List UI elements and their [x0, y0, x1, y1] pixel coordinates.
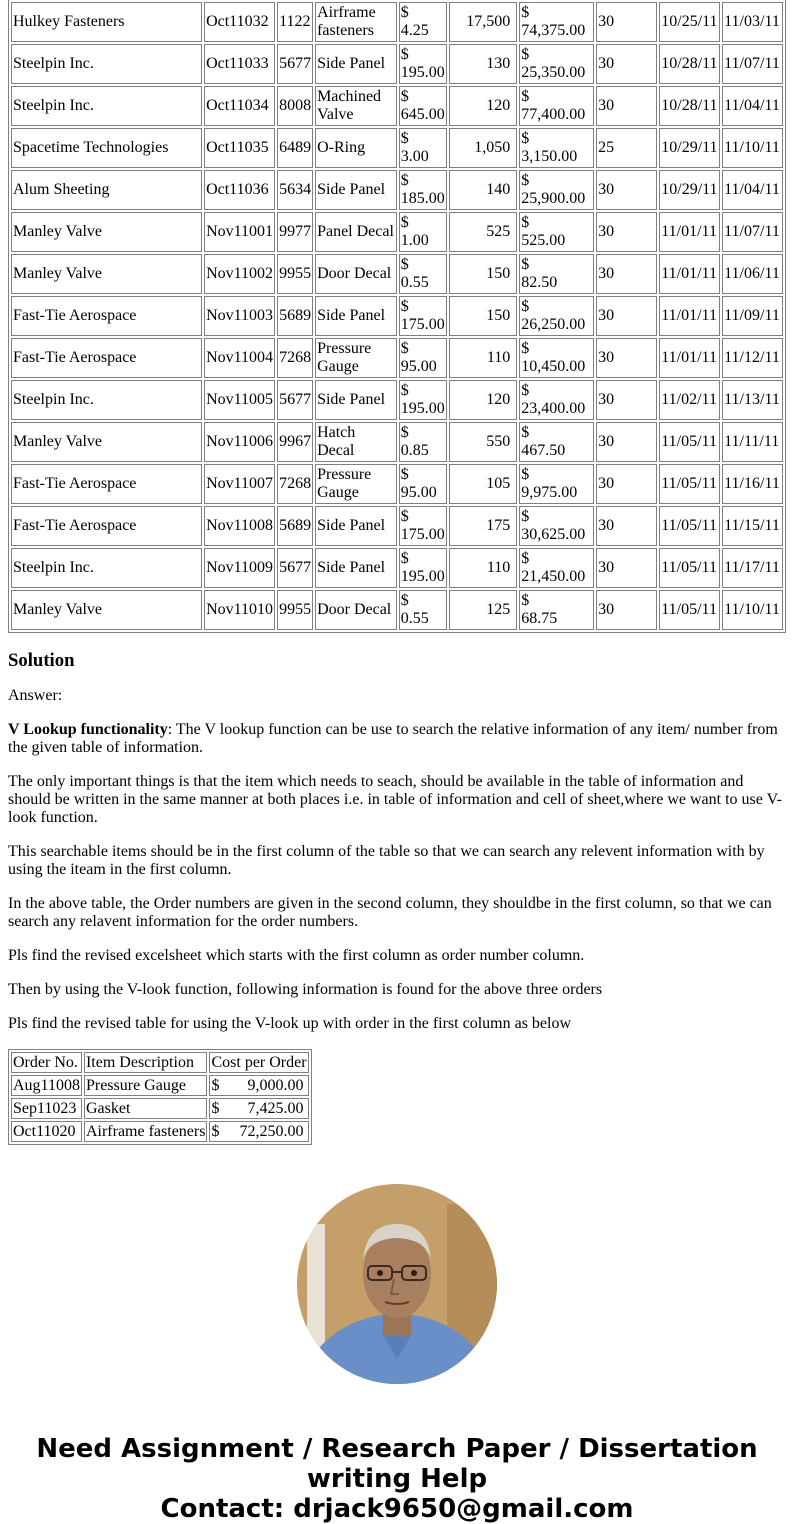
- order-date-cell: 11/05/11: [659, 548, 720, 588]
- order-date-cell: 11/02/11: [659, 380, 720, 420]
- lookup-currency: $: [211, 1123, 220, 1140]
- order-total-cell: [519, 128, 594, 168]
- part-number-cell: 5677: [277, 548, 313, 588]
- terms-cell: 30: [596, 506, 657, 546]
- answer-label: Answer:: [8, 687, 63, 704]
- lookup-item: Gasket: [84, 1098, 208, 1119]
- currency-symbol: $: [521, 466, 530, 483]
- amount-value: 26,250.00: [521, 316, 586, 333]
- part-number-cell: 8008: [277, 86, 313, 126]
- unit-price-cell: [399, 338, 447, 378]
- item-description-cell: Airframe fasteners: [315, 2, 397, 42]
- item-description-cell: Side Panel: [315, 296, 397, 336]
- currency-symbol: $: [521, 382, 530, 399]
- customer-cell: Steelpin Inc.: [11, 44, 202, 84]
- terms-cell: 30: [596, 380, 657, 420]
- part-number-cell: 1122: [277, 2, 313, 42]
- currency-symbol: $: [400, 592, 409, 609]
- explanation-paragraph: Then by using the V-look function, following information is found for the above three orders: [8, 981, 603, 998]
- order-row: [11, 212, 783, 252]
- customer-cell: Manley Valve: [11, 590, 202, 630]
- unit-price-cell: [399, 506, 447, 546]
- unit-price-cell: [399, 254, 447, 294]
- order-date-cell: 11/05/11: [659, 590, 720, 630]
- order-total-cell: [519, 548, 594, 588]
- amount-value: 77,400.00: [521, 106, 586, 123]
- part-number-cell: 7268: [277, 338, 313, 378]
- explanation-paragraph: Pls find the revised table for using the V-look up with order in the first column as below: [8, 1015, 572, 1032]
- ship-date-cell: 11/11/11: [722, 422, 783, 462]
- currency-symbol: $: [400, 340, 409, 357]
- customer-cell: Fast-Tie Aerospace: [11, 296, 202, 336]
- contact-email-text: Contact: drjack9650@gmail.com: [160, 1494, 634, 1524]
- order-total-cell: [519, 380, 594, 420]
- order-total-cell: [519, 44, 594, 84]
- part-number-cell: 9977: [277, 212, 313, 252]
- amount-value: 0.55: [400, 274, 429, 291]
- order-date-cell: 10/28/11: [659, 44, 720, 84]
- amount-value: 82.50: [521, 274, 558, 291]
- lookup-row: [11, 1075, 309, 1096]
- customer-cell: Manley Valve: [11, 422, 202, 462]
- part-number-cell: 9955: [277, 254, 313, 294]
- terms-cell: 30: [596, 548, 657, 588]
- ship-date-cell: 11/04/11: [722, 86, 783, 126]
- order-total-cell: [519, 212, 594, 252]
- order-row: [11, 506, 783, 546]
- vlookup-description: : The V lookup function can be use to search the relative information of any item/ number from the given table of information.: [8, 721, 778, 756]
- item-description-cell: Panel Decal: [315, 212, 397, 252]
- quantity-cell: 17,500: [449, 2, 517, 42]
- customer-cell: Fast-Tie Aerospace: [11, 464, 202, 504]
- order-date-cell: 11/05/11: [659, 422, 720, 462]
- amount-value: 175.00: [400, 316, 445, 333]
- quantity-cell: 140: [449, 170, 517, 210]
- order-date-cell: 10/28/11: [659, 86, 720, 126]
- terms-cell: 30: [596, 2, 657, 42]
- order-row: [11, 254, 783, 294]
- quantity-cell: 120: [449, 86, 517, 126]
- order-date-cell: 11/01/11: [659, 338, 720, 378]
- item-description-cell: Door Decal: [315, 254, 397, 294]
- customer-cell: Spacetime Technologies: [11, 128, 202, 168]
- currency-symbol: $: [400, 172, 409, 189]
- customer-cell: Steelpin Inc.: [11, 380, 202, 420]
- unit-price-cell: [399, 170, 447, 210]
- explanation-paragraph: Pls find the revised excelsheet which starts with the first column as order number column.: [8, 947, 585, 964]
- order-number-cell: Oct11034: [204, 86, 275, 126]
- part-number-cell: 5689: [277, 296, 313, 336]
- quantity-cell: 525: [449, 212, 517, 252]
- order-date-cell: 10/25/11: [659, 2, 720, 42]
- order-total-cell: [519, 464, 594, 504]
- amount-value: 3,150.00: [521, 148, 578, 165]
- ship-date-cell: 11/07/11: [722, 212, 783, 252]
- header-order-no: Order No.: [11, 1052, 82, 1073]
- header-item-description: Item Description: [84, 1052, 208, 1073]
- currency-symbol: $: [400, 424, 409, 441]
- quantity-cell: 130: [449, 44, 517, 84]
- order-number-cell: Nov11010: [204, 590, 275, 630]
- author-avatar-container: [8, 1184, 786, 1384]
- lookup-row: [11, 1098, 309, 1119]
- amount-value: 68.75: [521, 610, 558, 627]
- solution-heading: Solution: [8, 650, 75, 671]
- currency-symbol: $: [521, 592, 530, 609]
- terms-cell: 30: [596, 590, 657, 630]
- currency-symbol: $: [400, 4, 409, 21]
- amount-value: 525.00: [521, 232, 566, 249]
- order-row: [11, 338, 783, 378]
- customer-cell: Hulkey Fasteners: [11, 2, 202, 42]
- amount-value: 645.00: [400, 106, 445, 123]
- unit-price-cell: [399, 380, 447, 420]
- order-total-cell: [519, 86, 594, 126]
- order-row: [11, 464, 783, 504]
- order-row: [11, 296, 783, 336]
- order-date-cell: 11/01/11: [659, 212, 720, 252]
- ship-date-cell: 11/17/11: [722, 548, 783, 588]
- unit-price-cell: [399, 590, 447, 630]
- amount-value: 21,450.00: [521, 568, 586, 585]
- order-row: [11, 170, 783, 210]
- amount-value: 25,350.00: [521, 64, 586, 81]
- currency-symbol: $: [521, 4, 530, 21]
- currency-symbol: $: [521, 508, 530, 525]
- ship-date-cell: 11/04/11: [722, 170, 783, 210]
- currency-symbol: $: [400, 508, 409, 525]
- vlookup-term: V Lookup functionality: [8, 721, 168, 738]
- currency-symbol: $: [400, 466, 409, 483]
- order-number-cell: Nov11004: [204, 338, 275, 378]
- unit-price-cell: [399, 548, 447, 588]
- order-row: [11, 590, 783, 630]
- order-row: [11, 548, 783, 588]
- order-number-cell: Oct11036: [204, 170, 275, 210]
- currency-symbol: $: [521, 340, 530, 357]
- lookup-cost: [209, 1121, 308, 1142]
- order-total-cell: [519, 506, 594, 546]
- currency-symbol: $: [400, 550, 409, 567]
- quantity-cell: 105: [449, 464, 517, 504]
- ship-date-cell: 11/09/11: [722, 296, 783, 336]
- explanation-paragraph: This searchable items should be in the first column of the table so that we can search any relevent information with by using the iteam in the first column.: [8, 843, 765, 878]
- currency-symbol: $: [521, 298, 530, 315]
- amount-value: 9,975.00: [521, 484, 578, 501]
- item-description-cell: Side Panel: [315, 44, 397, 84]
- part-number-cell: 5634: [277, 170, 313, 210]
- customer-cell: Steelpin Inc.: [11, 86, 202, 126]
- terms-cell: 30: [596, 254, 657, 294]
- explanation-paragraph: The only important things is that the item which needs to seach, should be available in the table of information and should be written in the same manner at both places i.e. in table of information and cell of sheet,where we want to use V-look function.: [8, 773, 782, 826]
- currency-symbol: $: [521, 46, 530, 63]
- terms-cell: 30: [596, 422, 657, 462]
- currency-symbol: $: [521, 214, 530, 231]
- ship-date-cell: 11/07/11: [722, 44, 783, 84]
- orders-table-body: [11, 2, 783, 630]
- unit-price-cell: [399, 464, 447, 504]
- order-number-cell: Oct11033: [204, 44, 275, 84]
- order-row: [11, 2, 783, 42]
- currency-symbol: $: [521, 256, 530, 273]
- item-description-cell: Side Panel: [315, 548, 397, 588]
- unit-price-cell: [399, 212, 447, 252]
- item-description-cell: Side Panel: [315, 170, 397, 210]
- contact-banner: [8, 1434, 786, 1524]
- order-date-cell: 10/29/11: [659, 128, 720, 168]
- amount-value: 23,400.00: [521, 400, 586, 417]
- lookup-currency: $: [211, 1100, 220, 1117]
- order-number-cell: Nov11001: [204, 212, 275, 252]
- ship-date-cell: 11/13/11: [722, 380, 783, 420]
- ship-date-cell: 11/12/11: [722, 338, 783, 378]
- lookup-header-row: [11, 1052, 309, 1073]
- order-date-cell: 10/29/11: [659, 170, 720, 210]
- lookup-cost: [209, 1098, 308, 1119]
- ship-date-cell: 11/16/11: [722, 464, 783, 504]
- item-description-cell: O-Ring: [315, 128, 397, 168]
- amount-value: 175.00: [400, 526, 445, 543]
- order-total-cell: [519, 170, 594, 210]
- unit-price-cell: [399, 422, 447, 462]
- order-number-cell: Nov11005: [204, 380, 275, 420]
- amount-value: 1.00: [400, 232, 429, 249]
- order-row: [11, 44, 783, 84]
- amount-value: 467.50: [521, 442, 566, 459]
- order-number-cell: Nov11002: [204, 254, 275, 294]
- order-number-cell: Nov11008: [204, 506, 275, 546]
- lookup-cost-value: 7,425.00: [247, 1100, 304, 1117]
- customer-cell: Alum Sheeting: [11, 170, 202, 210]
- order-total-cell: [519, 296, 594, 336]
- lookup-order: Sep11023: [11, 1098, 82, 1119]
- currency-symbol: $: [400, 256, 409, 273]
- part-number-cell: 5677: [277, 380, 313, 420]
- currency-symbol: $: [521, 130, 530, 147]
- currency-symbol: $: [400, 130, 409, 147]
- order-total-cell: [519, 338, 594, 378]
- lookup-order: Aug11008: [13, 1077, 80, 1094]
- order-number-cell: Nov11006: [204, 422, 275, 462]
- terms-cell: 30: [596, 464, 657, 504]
- amount-value: 0.55: [400, 610, 429, 627]
- currency-symbol: $: [400, 214, 409, 231]
- item-description-cell: Side Panel: [315, 506, 397, 546]
- amount-value: 4.25: [400, 22, 429, 39]
- lookup-item: Pressure Gauge: [84, 1075, 208, 1096]
- amount-value: 195.00: [400, 568, 445, 585]
- ship-date-cell: 11/06/11: [722, 254, 783, 294]
- customer-cell: Fast-Tie Aerospace: [11, 506, 202, 546]
- quantity-cell: 110: [449, 548, 517, 588]
- terms-cell: 30: [596, 44, 657, 84]
- ship-date-cell: 11/15/11: [722, 506, 783, 546]
- amount-value: 195.00: [400, 400, 445, 417]
- customer-cell: Fast-Tie Aerospace: [11, 338, 202, 378]
- order-date-cell: 11/05/11: [659, 506, 720, 546]
- ship-date-cell: 11/10/11: [722, 128, 783, 168]
- quantity-cell: 120: [449, 380, 517, 420]
- terms-cell: 30: [596, 296, 657, 336]
- customer-cell: Steelpin Inc.: [11, 548, 202, 588]
- lookup-order: Oct11020: [11, 1121, 82, 1142]
- part-number-cell: 5689: [277, 506, 313, 546]
- order-date-cell: 11/01/11: [659, 254, 720, 294]
- order-row: [11, 380, 783, 420]
- quantity-cell: 1,050: [449, 128, 517, 168]
- amount-value: 95.00: [400, 358, 437, 375]
- order-number-cell: Oct11032: [204, 2, 275, 42]
- ship-date-cell: 11/03/11: [722, 2, 783, 42]
- customer-cell: Manley Valve: [11, 254, 202, 294]
- quantity-cell: 125: [449, 590, 517, 630]
- terms-cell: 30: [596, 86, 657, 126]
- currency-symbol: $: [521, 424, 530, 441]
- currency-symbol: $: [400, 298, 409, 315]
- lookup-cost-value: 72,250.00: [239, 1123, 304, 1140]
- order-total-cell: [519, 2, 594, 42]
- unit-price-cell: [399, 44, 447, 84]
- currency-symbol: $: [521, 550, 530, 567]
- amount-value: 0.85: [400, 442, 429, 459]
- unit-price-cell: [399, 2, 447, 42]
- order-date-cell: 11/01/11: [659, 296, 720, 336]
- part-number-cell: 5677: [277, 44, 313, 84]
- lookup-cost-value: 9,000.00: [247, 1077, 304, 1094]
- order-number-cell: Oct11035: [204, 128, 275, 168]
- header-cost-per-order: Cost per Order: [211, 1054, 307, 1071]
- order-row: [11, 422, 783, 462]
- part-number-cell: 9967: [277, 422, 313, 462]
- amount-value: 3.00: [400, 148, 429, 165]
- currency-symbol: $: [521, 88, 530, 105]
- currency-symbol: $: [400, 46, 409, 63]
- order-number-cell: Nov11003: [204, 296, 275, 336]
- quantity-cell: 110: [449, 338, 517, 378]
- part-number-cell: 6489: [277, 128, 313, 168]
- quantity-cell: 150: [449, 254, 517, 294]
- amount-value: 30,625.00: [521, 526, 586, 543]
- item-description-cell: Hatch Decal: [315, 422, 397, 462]
- customer-cell: Manley Valve: [11, 212, 202, 252]
- ship-date-cell: 11/10/11: [722, 590, 783, 630]
- order-number-cell: Nov11009: [204, 548, 275, 588]
- currency-symbol: $: [400, 88, 409, 105]
- item-description-cell: Side Panel: [315, 380, 397, 420]
- terms-cell: 30: [596, 170, 657, 210]
- vlookup-paragraph: [8, 721, 786, 757]
- item-description-cell: Machined Valve: [315, 86, 397, 126]
- item-description-cell: Door Decal: [315, 590, 397, 630]
- terms-cell: 25: [596, 128, 657, 168]
- quantity-cell: 150: [449, 296, 517, 336]
- lookup-result-table: [8, 1049, 312, 1145]
- lookup-cost: [209, 1075, 308, 1096]
- author-avatar: [297, 1184, 497, 1384]
- item-description-cell: Pressure Gauge: [315, 338, 397, 378]
- quantity-cell: 175: [449, 506, 517, 546]
- item-description-cell: Pressure Gauge: [315, 464, 397, 504]
- currency-symbol: $: [521, 172, 530, 189]
- lookup-currency: $: [211, 1077, 220, 1094]
- order-total-cell: [519, 590, 594, 630]
- terms-cell: 30: [596, 338, 657, 378]
- lookup-item: Airframe fasteners: [85, 1123, 206, 1140]
- order-total-cell: [519, 422, 594, 462]
- terms-cell: 30: [596, 212, 657, 252]
- amount-value: 195.00: [400, 64, 445, 81]
- orders-table: [8, 0, 786, 633]
- order-row: [11, 86, 783, 126]
- currency-symbol: $: [400, 382, 409, 399]
- unit-price-cell: [399, 296, 447, 336]
- order-date-cell: 11/05/11: [659, 464, 720, 504]
- amount-value: 25,900.00: [521, 190, 586, 207]
- amount-value: 10,450.00: [521, 358, 586, 375]
- quantity-cell: 550: [449, 422, 517, 462]
- part-number-cell: 9955: [277, 590, 313, 630]
- amount-value: 74,375.00: [521, 22, 586, 39]
- order-total-cell: [519, 254, 594, 294]
- lookup-row: [11, 1121, 309, 1142]
- part-number-cell: 7268: [277, 464, 313, 504]
- order-number-cell: Nov11007: [204, 464, 275, 504]
- explanation-paragraph: In the above table, the Order numbers are given in the second column, they shouldbe in the first column, so that we can search any relavent information for the order numbers.: [8, 895, 772, 930]
- amount-value: 95.00: [400, 484, 437, 501]
- unit-price-cell: [399, 128, 447, 168]
- unit-price-cell: [399, 86, 447, 126]
- amount-value: 185.00: [400, 190, 445, 207]
- help-offer-text: Need Assignment / Research Paper / Dissertation writing Help: [36, 1434, 758, 1494]
- order-row: [11, 128, 783, 168]
